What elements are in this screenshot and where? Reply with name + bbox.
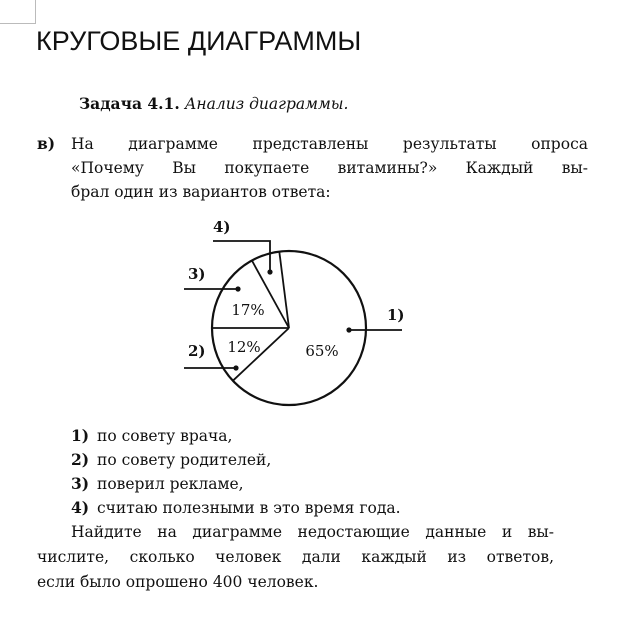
callout-dot (233, 365, 238, 370)
final-line-1: Найдите на диаграмме недостающие данные и вы- (71, 523, 554, 541)
problem-line-1: На диаграмме представлены результаты опроса (71, 135, 588, 153)
option-number: 4) (71, 498, 90, 517)
slice-value-label: 12% (227, 338, 261, 356)
page-heading: КРУГОВЫЕ ДИАГРАММЫ (36, 26, 362, 56)
slice-value-label: 17% (231, 301, 265, 319)
task-title: Анализ диаграммы. (184, 95, 349, 113)
option-item (71, 424, 401, 448)
task-number: Задача 4.1. (79, 94, 180, 113)
slice-value-label: 65% (305, 342, 339, 360)
slice-callout-label: 4) (213, 218, 231, 236)
slice-callout-label: 3) (188, 265, 206, 283)
callout-dot (267, 269, 272, 274)
options-list (71, 424, 401, 520)
problem-line-2: «Почему Вы покупаете витамины?» Каждый вы- (71, 159, 588, 177)
option-text: по совету родителей, (97, 451, 272, 469)
option-text: считаю полезными в это время года. (97, 499, 401, 517)
problem-marker: в) (37, 134, 56, 153)
option-item (71, 472, 401, 496)
final-line-3: если было опрошено 400 человек. (37, 573, 319, 591)
option-text: по совету врача, (97, 427, 233, 445)
option-item (71, 496, 401, 520)
option-number: 1) (71, 426, 90, 445)
option-text: поверил рекламе, (97, 475, 244, 493)
final-question (37, 520, 554, 595)
slice-callout-label: 2) (188, 342, 206, 360)
option-number: 3) (71, 474, 90, 493)
option-number: 2) (71, 450, 90, 469)
callout-dot (235, 286, 240, 291)
slice-boundary-line (279, 252, 289, 328)
option-item (71, 448, 401, 472)
slice-callout-label: 1) (387, 306, 405, 324)
problem-line-3: брал один из вариантов ответа: (71, 183, 331, 201)
final-line-2: числите, сколько человек дали каждый из ответов, (37, 548, 554, 566)
callout-dot (346, 327, 351, 332)
